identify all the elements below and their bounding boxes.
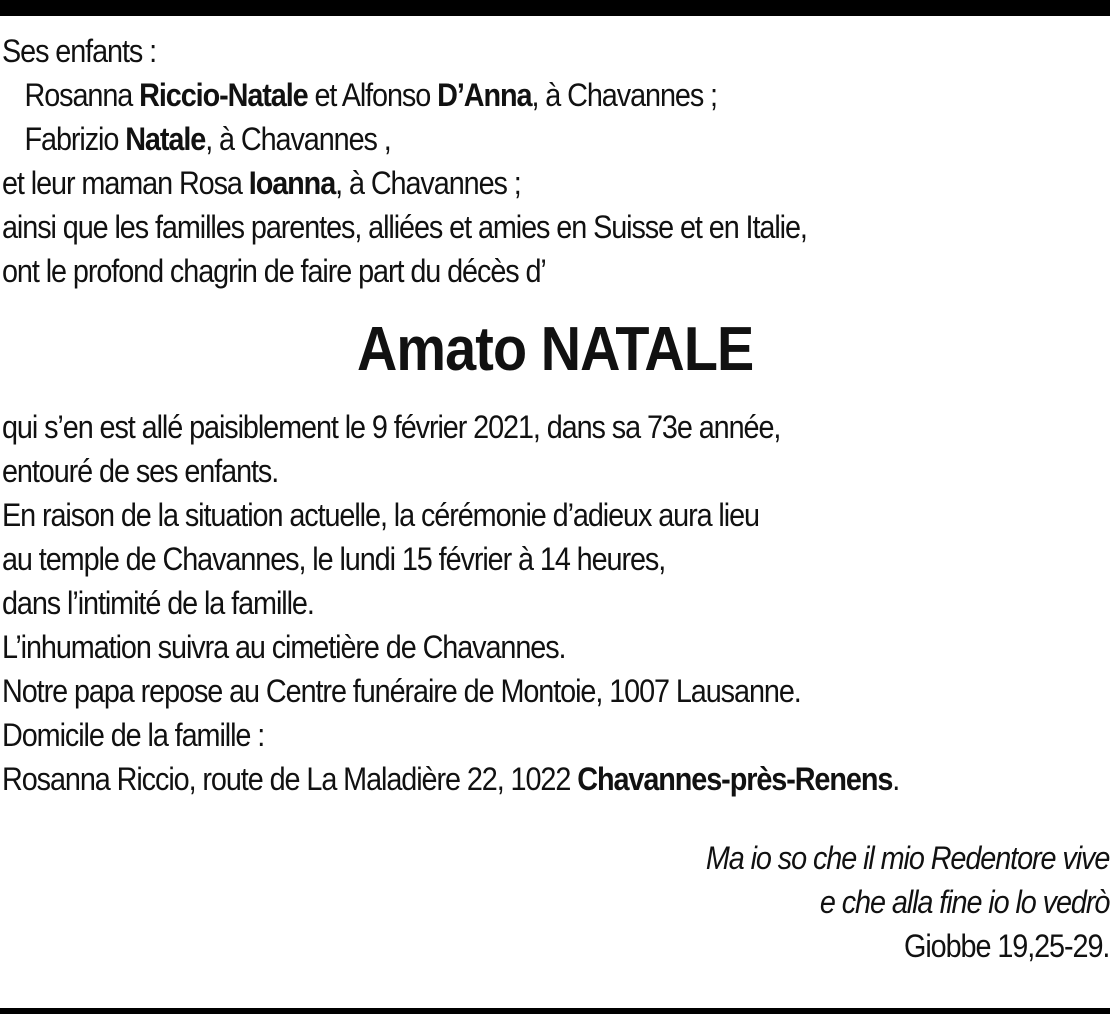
deceased-name: Amato NATALE [356,315,754,384]
family-name: Natale [125,121,206,157]
intro-line-1: Ses enfants : [2,33,157,69]
intro-line-3 [2,117,992,161]
text-segment: , à Chavannes , [205,121,391,157]
intro-line-2 [2,73,992,117]
quote-reference: Giobbe 19,25-29. [903,928,1109,964]
quote-line-2: e che alla fine io lo vedrò [819,884,1109,920]
town-name: Chavannes-près-Renens [577,761,893,797]
ceremony-details [2,405,992,801]
intro-line-4 [2,161,992,205]
body-line-4: au temple de Chavannes, le lundi 15 février à 14 heures, [2,541,666,577]
body-line-8: Domicile de la famille : [2,717,265,753]
bottom-border-rule [0,1008,1110,1014]
intro-line-6: ont le profond chagrin de faire part du décès d’ [2,253,546,289]
body-line-1: qui s’en est allé paisiblement le 9 février 2021, dans sa 73e année, [2,409,781,445]
body-line-3: En raison de la situation actuelle, la cérémonie d’adieux aura lieu [2,497,759,533]
text-segment: Rosanna Riccio, route de La Maladière 22, 1022 [2,761,578,797]
family-name: Ioanna [248,165,336,201]
body-line-7: Notre papa repose au Centre funéraire de Montoie, 1007 Lausanne. [2,673,801,709]
family-announcement [2,29,992,293]
text-segment: , à Chavannes ; [335,165,521,201]
text-segment: . [892,761,900,797]
body-line-6: L’inhumation suivra au cimetière de Chavannes. [2,629,566,665]
family-name: D’Anna [437,77,532,113]
text-segment: et Alfonso [307,77,438,113]
text-segment: Fabrizio [24,121,126,157]
text-segment: et leur maman Rosa [2,165,249,201]
intro-line-5: ainsi que les familles parentes, alliées et amies en Suisse et en Italie, [2,209,807,245]
family-name: Riccio-Natale [139,77,308,113]
body-line-9 [2,757,992,801]
quote-line-1: Ma io so che il mio Redentore vive [705,840,1109,876]
text-segment: , à Chavannes ; [531,77,717,113]
deceased-name-heading [0,314,1110,386]
top-border-rule [0,0,1110,16]
text-segment: Rosanna [24,77,140,113]
bible-quote [706,836,1109,968]
body-line-2: entouré de ses enfants. [2,453,279,489]
body-line-5: dans l’intimité de la famille. [2,585,314,621]
